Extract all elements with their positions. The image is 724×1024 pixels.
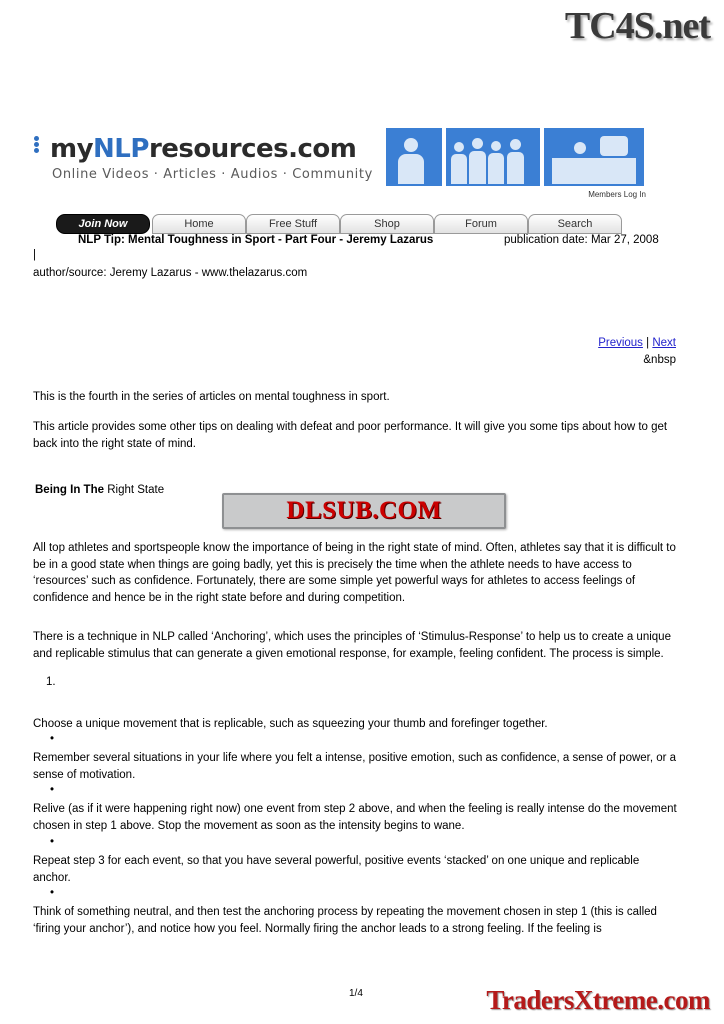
list-item-3: Relive (as if it were happening right now) one event from step 2 above, and when the feeling is really intense do the movement chosen in step 1 above. Stop the movement as soon as the intensity begins to wane. bbox=[33, 803, 677, 832]
page-number: 1/4 bbox=[349, 988, 363, 999]
logo-text bbox=[34, 134, 386, 164]
list-marker-1: 1. bbox=[46, 676, 56, 688]
paragraph-1: This is the fourth in the series of articles on mental toughness in sport. bbox=[33, 391, 390, 403]
logo-tagline: Online Videos · Articles · Audios · Community bbox=[52, 167, 373, 182]
members-log-in-link[interactable]: Members Log In bbox=[588, 190, 646, 199]
bullet-marker-2: • bbox=[50, 733, 55, 745]
nav-tab-shop[interactable]: Shop bbox=[340, 214, 434, 234]
dlsub-watermark-text: DLSUB.COM bbox=[286, 497, 442, 524]
bullet-marker-4: • bbox=[50, 836, 55, 848]
list-item-4: Repeat step 3 for each event, so that you have several powerful, positive events ‘stacked’ on one unique and replicable anchor. bbox=[33, 855, 640, 884]
section-heading-rest: Right State bbox=[107, 484, 165, 496]
nav-tab-join-now[interactable]: Join Now bbox=[56, 214, 150, 234]
banner-image-3 bbox=[544, 128, 644, 186]
nav-tab-free-stuff[interactable]: Free Stuff bbox=[246, 214, 340, 234]
list-item-5: Think of something neutral, and then test the anchoring process by repeating the movement chosen in step 1 (this is called ‘firing your anchor’), and notice how you feel. Normally firing the anchor leads to a strong feeling. If the feeling is bbox=[33, 906, 657, 935]
article-title: NLP Tip: Mental Toughness in Sport - Part Four - Jeremy Lazarus bbox=[78, 234, 434, 246]
logo-nlp: NLP bbox=[93, 134, 149, 164]
nav-tab-forum[interactable]: Forum bbox=[434, 214, 528, 234]
nav-tab-search[interactable]: Search bbox=[528, 214, 622, 234]
paragraph-2: This article provides some other tips on dealing with defeat and poor performance. It will give you some tips about how to get back into the right state of mind. bbox=[33, 421, 668, 450]
banner-image-2 bbox=[446, 128, 540, 186]
next-link[interactable]: Next bbox=[652, 337, 676, 349]
banner-images bbox=[386, 128, 646, 199]
logo-dots-icon bbox=[34, 135, 48, 154]
bullet-marker-3: • bbox=[50, 784, 55, 796]
paragraph-4: There is a technique in NLP called ‘Anchoring’, which uses the principles of ‘Stimulus-Response’ to help us to create a unique and replicable stimulus that can generate a given emotional response, for example, feeling confident. The process is simple. bbox=[33, 631, 671, 660]
pipe-separator: | bbox=[33, 249, 36, 261]
paragraph-3: All top athletes and sportspeople know the importance of being in the right state of mind. Often, athletes say that it is difficult to be in a good state when things are going badly, yet this is precisely the time when the athlete needs to have access to ‘resources’ such as confidence. Fortunately, there are some simple yet powerful ways for athletes to access feelings of confidence and hence be in the right state before and during competition. bbox=[33, 542, 676, 604]
site-logo[interactable] bbox=[34, 134, 386, 182]
section-heading bbox=[35, 484, 164, 496]
pager-separator: | bbox=[646, 337, 650, 349]
bullet-marker-5: • bbox=[50, 887, 55, 899]
article-pager bbox=[598, 337, 676, 349]
publication-date: publication date: Mar 27, 2008 bbox=[504, 234, 659, 246]
list-item-1: Choose a unique movement that is replicable, such as squeezing your thumb and forefinger together. bbox=[33, 718, 548, 730]
logo-my: my bbox=[50, 134, 94, 164]
nbsp-text: &nbsp bbox=[643, 354, 676, 366]
dlsub-watermark bbox=[222, 493, 506, 529]
nav-tab-home[interactable]: Home bbox=[152, 214, 246, 234]
banner-image-1 bbox=[386, 128, 442, 186]
section-heading-bold: Being In The bbox=[35, 484, 104, 496]
list-item-2: Remember several situations in your life where you felt a intense, positive emotion, such as confidence, a sense of power, or a sense of motivation. bbox=[33, 752, 677, 781]
previous-link[interactable]: Previous bbox=[598, 337, 643, 349]
site-header bbox=[34, 128, 646, 220]
author-source-line: author/source: Jeremy Lazarus - www.thelazarus.com bbox=[33, 267, 308, 279]
top-watermark: TC4S.net bbox=[564, 5, 710, 47]
bottom-watermark: TradersXtreme.com bbox=[486, 985, 710, 1015]
logo-resources: resources.com bbox=[148, 134, 357, 164]
